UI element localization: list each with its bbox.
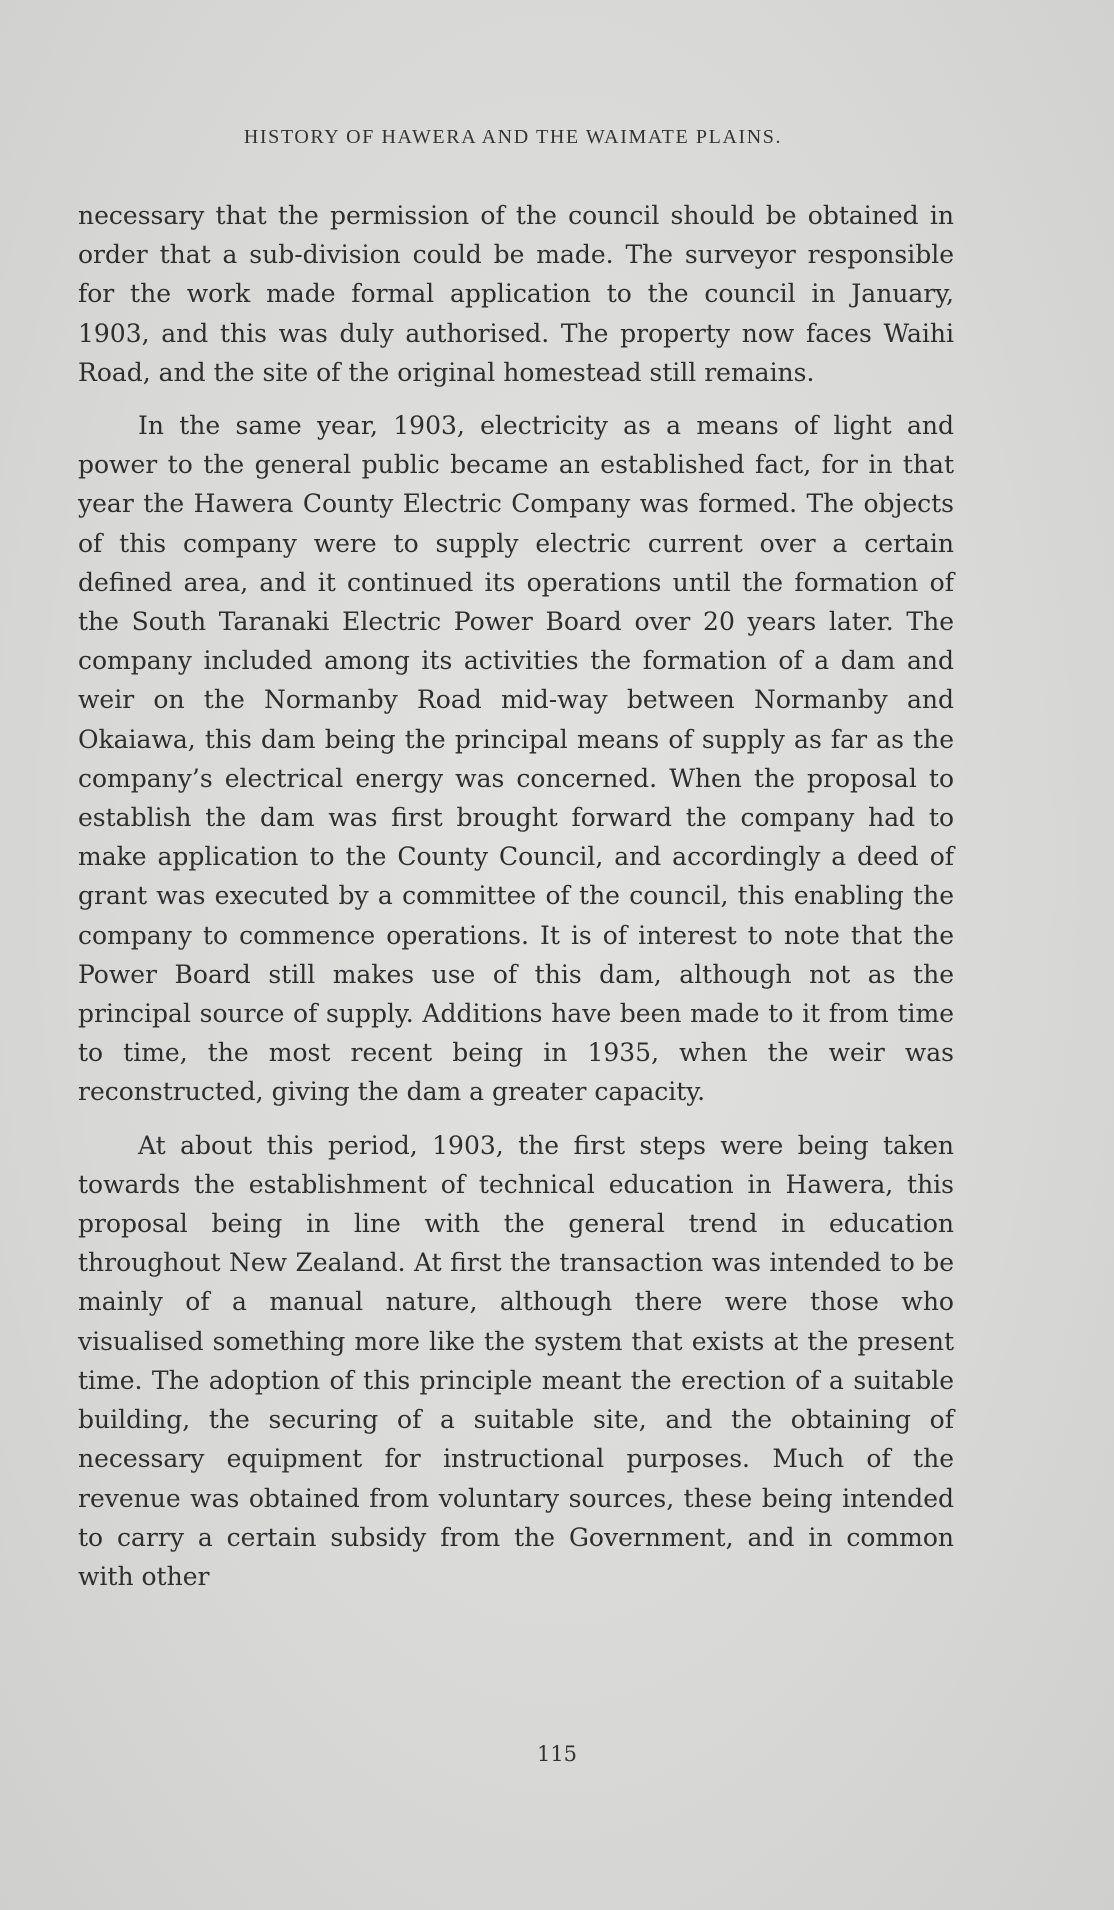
page-number: 115 bbox=[536, 1742, 578, 1766]
paragraph-continued: necessary that the permission of the council should be obtained in order that a sub-division could be made. The surveyor responsible for the work made formal application to the council in January, 1903, and this was duly authorised. The property now faces Waihi Road, and the site of the original homestead still remains. bbox=[78, 201, 954, 387]
body-text bbox=[78, 196, 954, 1596]
running-head: HISTORY OF HAWERA AND THE WAIMATE PLAINS. bbox=[243, 126, 783, 148]
paragraph-technical-education: At about this period, 1903, the first steps were being taken towards the establishment of technical education in Hawera, this proposal being in line with the general trend in education throughout New Zealand. At first the transaction was intended to be mainly of a manual nature, although there were those who visualised something more like the system that exists at the present time. The adoption of this principle meant the erection of a suitable building, the securing of a suitable site, and the obtaining of necessary equipment for instructional purposes. Much of the revenue was obtained from voluntary sources, these being intended to carry a certain subsidy from the Government, and in common with other bbox=[78, 1130, 954, 1591]
paragraph-electricity: In the same year, 1903, electricity as a means of light and power to the general public became an established fact, for in that year the Hawera County Electric Company was formed. The objects of this company were to supply electric current over a certain defined area, and it continued its operations until the formation of the South Taranaki Electric Power Board over 20 years later. The company included among its activities the formation of a dam and weir on the Normanby Road mid-way between Normanby and Okaiawa, this dam being the principal means of supply as far as the company’s electrical energy was concerned. When the proposal to establish the dam was first brought forward the company had to make application to the County Council, and accordingly a deed of grant was executed by a committee of the council, this enabling the company to commence operations. It is of interest to note that the Power Board still makes use of this dam, although not as the principal source of supply. Additions have been made to it from time to time, the most recent being in 1935, when the weir was reconstructed, giving the dam a greater capacity. bbox=[78, 411, 954, 1107]
